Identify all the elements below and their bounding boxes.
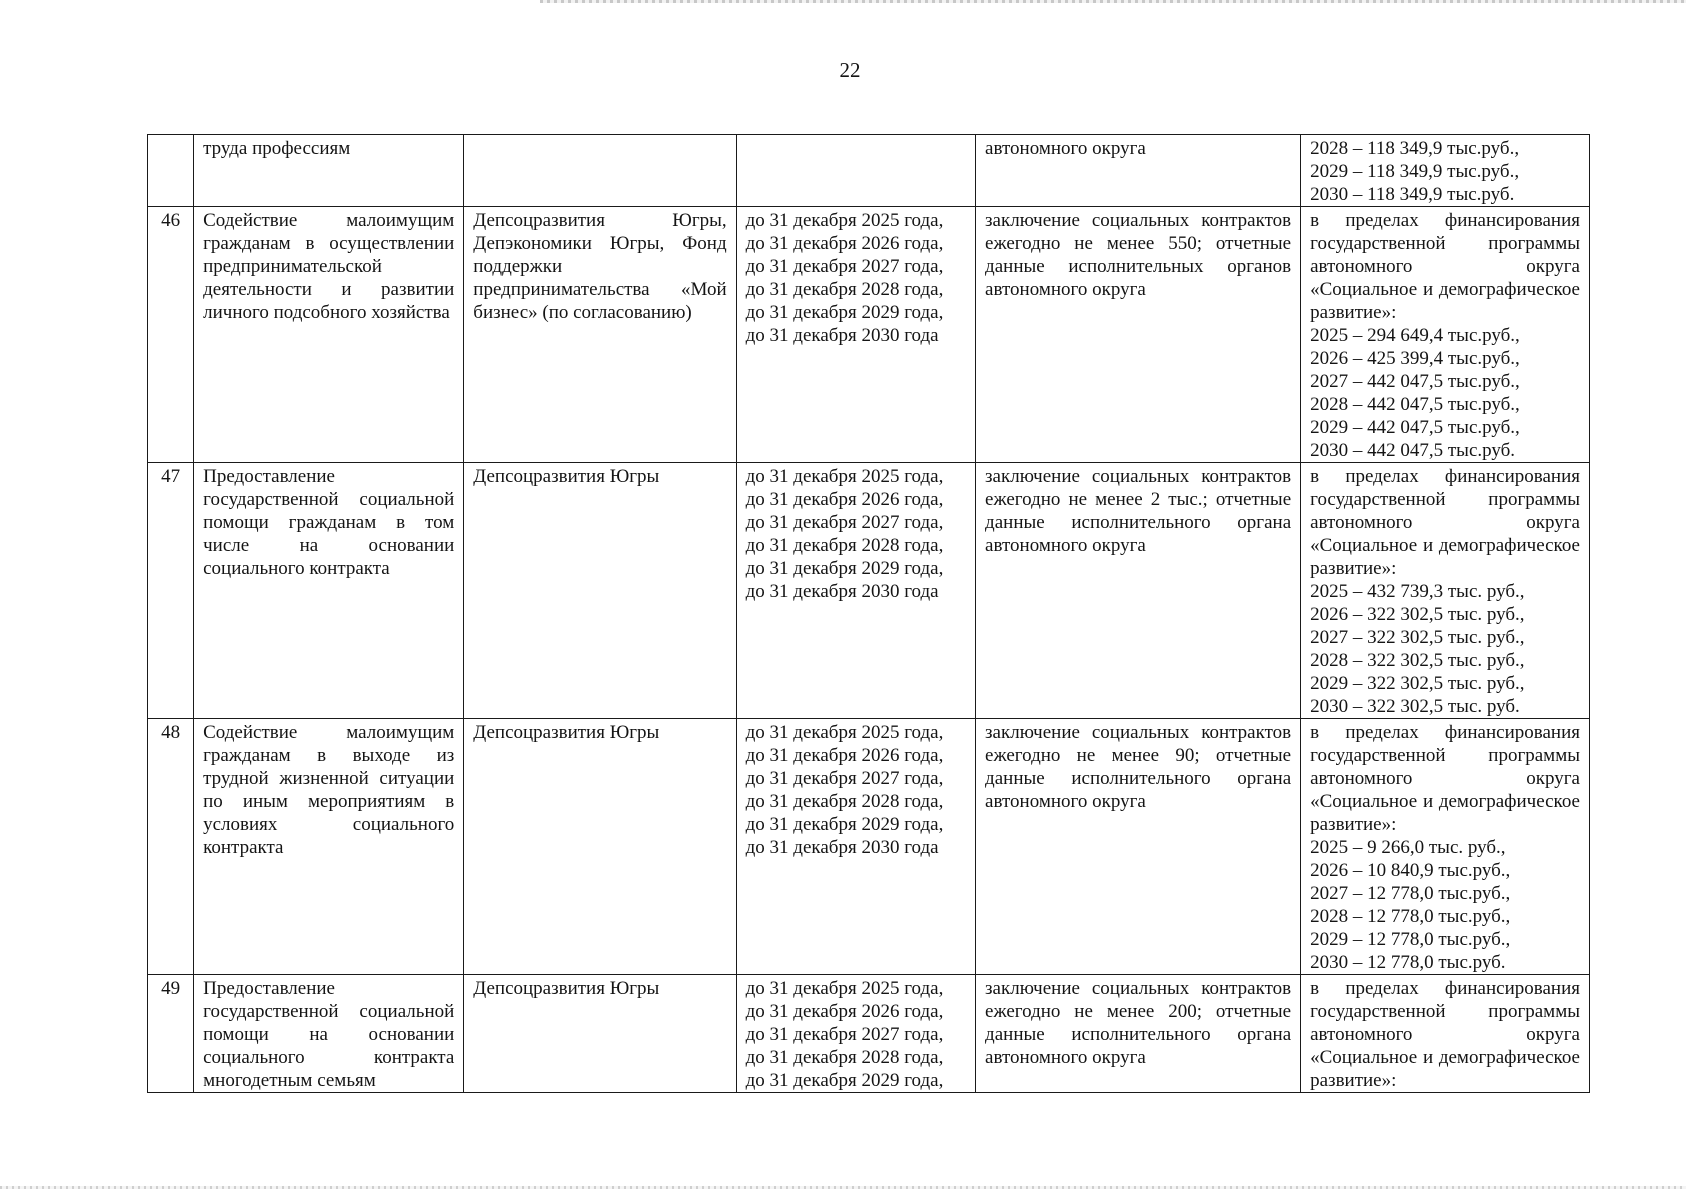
term-line: до 31 декабря 2029 года, [745,1070,944,1091]
terms [736,463,975,719]
term-line: до 31 декабря 2025 года, [745,978,944,999]
measure-name: Предоставление государственной социальной помощи гражданам в том числе на основании социального контракта [194,463,464,719]
page-number: 22 [839,58,861,82]
financing [1301,135,1590,207]
term-line: до 31 декабря 2026 года, [745,1001,944,1022]
expected-result: заключение социальных контрактов ежегодно не менее 90; отчетные данные исполнительного органа автономного округа [976,719,1301,975]
financing-line: 2026 – 322 302,5 тыс. руб., [1310,604,1525,625]
expected-result: автономного округа [976,135,1301,207]
financing-intro: в пределах финансирования государственной программы автономного округа «Социальное и демографическое развитие»: [1310,978,1580,1091]
term-line: до 31 декабря 2030 года [745,581,939,602]
term-line: до 31 декабря 2028 года, [745,535,944,556]
executors: Депсоцразвития Югры [464,719,736,975]
financing-line: 2029 – 322 302,5 тыс. руб., [1310,673,1525,694]
financing-line: 2027 – 322 302,5 тыс. руб., [1310,627,1525,648]
row-number: 47 [148,463,194,719]
executors: Депсоцразвития Югры [464,975,736,1093]
term-line: до 31 декабря 2025 года, [745,722,944,743]
terms [736,719,975,975]
financing-line: 2030 – 322 302,5 тыс. руб. [1310,696,1520,717]
term-line: до 31 декабря 2030 года [745,837,939,858]
financing-line: 2025 – 9 266,0 тыс. руб., [1310,837,1506,858]
financing-intro: в пределах финансирования государственной программы автономного округа «Социальное и демографическое развитие»: [1310,466,1580,579]
executors: Депсоцразвития Югры, Депэкономики Югры, Фонд поддержки предпринимательства «Мой бизнес» (по согласованию) [464,207,736,463]
table-row-48 [148,719,1590,975]
table-row-47 [148,463,1590,719]
financing-line: 2028 – 12 778,0 тыс.руб., [1310,906,1511,927]
term-line: до 31 декабря 2027 года, [745,1024,944,1045]
term-line: до 31 декабря 2029 года, [745,814,944,835]
executors [464,135,736,207]
terms [736,135,975,207]
row-number: 49 [148,975,194,1093]
financing-lines [1310,137,1580,206]
financing-line: 2029 – 12 778,0 тыс.руб., [1310,929,1511,950]
term-line: до 31 декабря 2027 года, [745,512,944,533]
term-line: до 31 декабря 2025 года, [745,466,944,487]
financing-intro: в пределах финансирования государственной программы автономного округа «Социальное и демографическое развитие»: [1310,722,1580,835]
term-line: до 31 декабря 2026 года, [745,233,944,254]
table-row-continuation [148,135,1590,207]
financing-line: 2026 – 10 840,9 тыс.руб., [1310,860,1511,881]
measures-table [147,134,1590,1093]
term-line: до 31 декабря 2029 года, [745,302,944,323]
table-row-49 [148,975,1590,1093]
term-line: до 31 декабря 2028 года, [745,1047,944,1068]
term-line: до 31 декабря 2026 года, [745,745,944,766]
term-line: до 31 декабря 2029 года, [745,558,944,579]
term-line: до 31 декабря 2027 года, [745,768,944,789]
row-number: 48 [148,719,194,975]
financing-line: 2029 – 118 349,9 тыс.руб., [1310,161,1520,182]
financing-line: 2029 – 442 047,5 тыс.руб., [1310,417,1520,438]
scan-artifact-top [540,0,1686,3]
financing-line: 2025 – 294 649,4 тыс.руб., [1310,325,1520,346]
financing-line: 2028 – 118 349,9 тыс.руб., [1310,138,1520,159]
financing-line: 2026 – 425 399,4 тыс.руб., [1310,348,1520,369]
financing-line: 2030 – 12 778,0 тыс.руб. [1310,952,1506,973]
financing-intro: в пределах финансирования государственной программы автономного округа «Социальное и демографическое развитие»: [1310,210,1580,323]
term-line: до 31 декабря 2026 года, [745,489,944,510]
measure-name: Содействие малоимущим гражданам в выходе из трудной жизненной ситуации по иным мероприятиям в условиях социального контракта [194,719,464,975]
row-number: 46 [148,207,194,463]
financing-lines [1310,324,1580,462]
term-line: до 31 декабря 2030 года [745,325,939,346]
financing-lines [1310,836,1580,974]
measure-name: Содействие малоимущим гражданам в осуществлении предпринимательской деятельности и развитии личного подсобного хозяйства [194,207,464,463]
expected-result: заключение социальных контрактов ежегодно не менее 550; отчетные данные исполнительных органов автономного округа [976,207,1301,463]
term-line: до 31 декабря 2028 года, [745,279,944,300]
financing [1301,207,1590,463]
term-line: до 31 декабря 2025 года, [745,210,944,231]
expected-result: заключение социальных контрактов ежегодно не менее 2 тыс.; отчетные данные исполнительного органа автономного округа [976,463,1301,719]
financing-line: 2025 – 432 739,3 тыс. руб., [1310,581,1525,602]
table-row-46 [148,207,1590,463]
financing [1301,975,1590,1093]
scan-artifact-bottom [0,1186,1686,1189]
financing-line: 2028 – 442 047,5 тыс.руб., [1310,394,1520,415]
financing-line: 2030 – 118 349,9 тыс.руб. [1310,184,1515,205]
financing-lines [1310,580,1580,718]
terms [736,975,975,1093]
financing-line: 2027 – 12 778,0 тыс.руб., [1310,883,1511,904]
financing [1301,463,1590,719]
financing-line: 2028 – 322 302,5 тыс. руб., [1310,650,1525,671]
measure-name: труда профессиям [194,135,464,207]
measure-name: Предоставление государственной социальной помощи на основании социального контракта многодетным семьям [194,975,464,1093]
financing-line: 2030 – 442 047,5 тыс.руб. [1310,440,1516,461]
expected-result: заключение социальных контрактов ежегодно не менее 200; отчетные данные исполнительного органа автономного округа [976,975,1301,1093]
executors: Депсоцразвития Югры [464,463,736,719]
term-line: до 31 декабря 2028 года, [745,791,944,812]
row-number [148,135,194,207]
terms [736,207,975,463]
financing [1301,719,1590,975]
term-line: до 31 декабря 2027 года, [745,256,944,277]
financing-line: 2027 – 442 047,5 тыс.руб., [1310,371,1520,392]
